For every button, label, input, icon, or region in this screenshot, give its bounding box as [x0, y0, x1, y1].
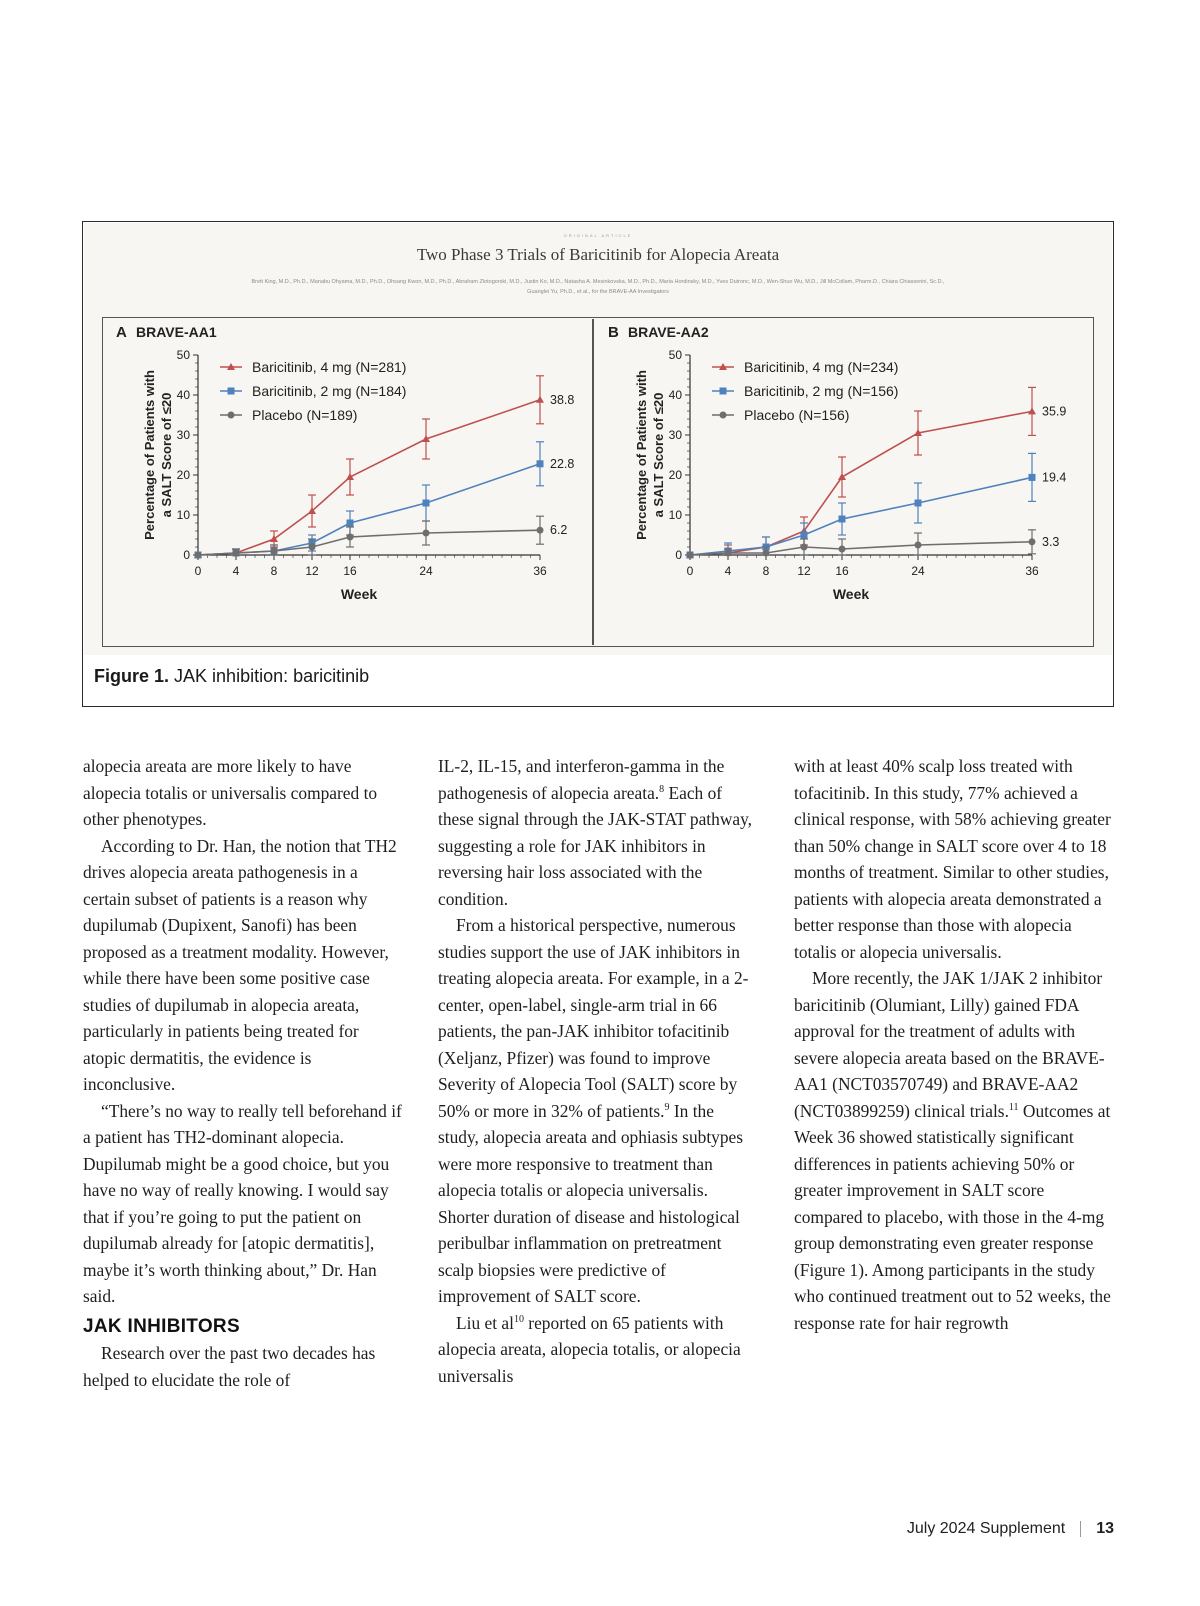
data-point — [763, 550, 770, 557]
y-tick-label: 40 — [176, 388, 190, 402]
body-paragraph: Research over the past two decades has helped to elucidate the role of — [83, 1343, 376, 1390]
y-tick-label: 30 — [176, 428, 190, 442]
legend-label: Baricitinib, 2 mg (N=184) — [252, 383, 407, 399]
data-label: 6.2 — [550, 523, 568, 538]
data-point — [537, 460, 544, 467]
series-line — [198, 530, 540, 555]
body-paragraph: Liu et $al^{10}$ reported on 65 patients with alopecia areata, alopecia totalis, or alopecia universalis — [438, 1312, 741, 1386]
legend-label: Placebo (N=156) — [744, 407, 850, 423]
y-axis-label — [142, 370, 174, 540]
chart-panel-b — [594, 317, 1094, 649]
figure-kicker: ORIGINAL ARTICLE — [563, 233, 633, 238]
series-line — [198, 464, 540, 555]
data-point — [687, 552, 694, 559]
data-point — [839, 516, 846, 523]
data-point — [271, 548, 278, 555]
reference-superscript: 8 — [659, 783, 665, 795]
data-label: 19.4 — [1042, 470, 1067, 485]
x-tick-label: 24 — [419, 564, 433, 578]
reference-superscript: 11 — [1008, 1101, 1019, 1113]
panel-letter: A — [116, 324, 127, 341]
data-point — [801, 544, 808, 551]
legend-marker — [720, 388, 727, 395]
chart-panel-a — [102, 317, 592, 649]
data-point — [838, 473, 846, 480]
data-label: 22.8 — [550, 456, 575, 471]
x-tick-label: 0 — [686, 564, 694, 578]
x-tick-label: 16 — [343, 564, 357, 578]
y-axis-label — [634, 370, 666, 540]
figure-caption-label: Figure 1. — [94, 666, 170, 686]
section-heading: JAK INHIBITORS — [83, 1315, 240, 1337]
y-tick-label: 40 — [668, 388, 682, 402]
data-point — [725, 550, 732, 557]
body-paragraph: From a historical perspective, numerous studies support the use of JAK inhibitors in treating alopecia areata. For example, in a 2-center, open-label, single-arm trial in 66 patients, the pan-JAK inhibitor tofacitinib (Xeljanz, Pfizer) was found to improve Severity of Alopecia Tool (SALT) score by 50% or more in 32% of patients.$^9$ In the study, alopecia areata and ophiasis subtypes were more responsive to treatment than alopecia totalis or alopecia universalis. Shorter duration of disease and histological peribulbar inflammation on pretreatment scalp biopsies were predictive of improvement of SALT score. — [438, 915, 749, 1306]
y-tick-label: 20 — [668, 468, 682, 482]
body-paragraph: alopecia areata are more likely to have alopecia totalis or universalis compared to other phenotypes. — [83, 756, 378, 829]
footer-separator — [1080, 1521, 1081, 1537]
y-axis-label-line: a SALT Score of ≤20 — [651, 392, 666, 518]
reference-superscript: 9 — [664, 1101, 670, 1113]
figure-article-title: Two Phase 3 Trials of Baricitinib for Alopecia Areata — [416, 245, 780, 264]
y-tick-label: 30 — [668, 428, 682, 442]
x-tick-label: 24 — [911, 564, 925, 578]
body-paragraph: with at least 40% scalp loss treated with tofacitinib. In this study, 77% achieved a clinical response, with 58% achieving greater than 50% change in SALT score over 4 to 18 months of treatment. Similar to other studies, patients with alopecia areata demonstrated a better response than those with alopecia totalis or alopecia universalis. — [794, 756, 1111, 962]
page-footer — [907, 1520, 1114, 1538]
y-axis-label-line: Percentage of Patients with — [634, 370, 649, 540]
series-line — [690, 542, 1032, 555]
x-tick-label: 36 — [533, 564, 547, 578]
x-tick-label: 4 — [232, 564, 240, 578]
y-axis-label-line: Percentage of Patients with — [142, 370, 157, 540]
legend-marker — [720, 412, 727, 419]
legend-label: Baricitinib, 4 mg (N=234) — [744, 359, 899, 375]
data-point — [536, 396, 544, 403]
body-paragraph: More recently, the JAK 1/JAK 2 inhibitor baricitinib (Olumiant, Lilly) gained FDA approval for the treatment of adults with severe alopecia areata based on the BRAVE-AA1 (NCT03570749) and BRAVE-AA2 (NCT03899259) clinical trials.$^{11}$ Outcomes at Week 36 showed statistically significant differences in patients achieving 50% or greater improvement in SALT score compared to placebo, with those in the 4-mg group demonstrating even greater response (Figure 1). Among participants in the study who continued treatment out to 52 weeks, the response rate for hair regrowth — [794, 968, 1111, 1333]
x-tick-label: 36 — [1025, 564, 1039, 578]
panel-letter: B — [608, 324, 619, 341]
data-point — [1028, 407, 1036, 414]
data-point — [1029, 474, 1036, 481]
data-point — [423, 500, 430, 507]
data-point — [1029, 538, 1036, 545]
data-point — [801, 532, 808, 539]
data-label: 3.3 — [1042, 534, 1060, 549]
data-point — [347, 534, 354, 541]
data-point — [537, 527, 544, 534]
data-point — [309, 544, 316, 551]
data-point — [233, 550, 240, 557]
x-tick-label: 12 — [305, 564, 319, 578]
y-tick-label: 0 — [675, 548, 682, 562]
data-point — [195, 552, 202, 559]
legend-label: Baricitinib, 4 mg (N=281) — [252, 359, 407, 375]
series-line — [690, 411, 1032, 555]
x-tick-label: 0 — [194, 564, 202, 578]
figure-caption-text: JAK inhibition: baricitinib — [174, 666, 370, 686]
legend-marker — [228, 388, 235, 395]
reference-superscript: 10 — [513, 1313, 524, 1325]
data-label: 35.9 — [1042, 404, 1067, 419]
x-tick-label: 12 — [797, 564, 811, 578]
legend-label: Baricitinib, 2 mg (N=156) — [744, 383, 899, 399]
page-number: 13 — [1096, 1520, 1114, 1537]
figure-image — [84, 223, 1112, 655]
legend-marker — [228, 412, 235, 419]
panel-title: BRAVE-AA2 — [628, 324, 709, 340]
data-point — [346, 473, 354, 480]
y-tick-label: 50 — [176, 348, 190, 362]
y-tick-label: 50 — [668, 348, 682, 362]
y-tick-label: 10 — [668, 508, 682, 522]
legend-label: Placebo (N=189) — [252, 407, 358, 423]
x-tick-label: 16 — [835, 564, 849, 578]
body-paragraph: “There’s no way to really tell beforehand if a patient has TH2-dominant alopecia. Dupilumab might be a good choice, but you have no way of really knowing. I would say that if you’re going to put the patient on dupilumab already for [atopic dermatitis], maybe it’s worth thinking about,” Dr. Han said. — [83, 1100, 402, 1306]
data-point — [915, 542, 922, 549]
data-point — [347, 520, 354, 527]
y-tick-label: 0 — [183, 548, 190, 562]
data-point — [839, 546, 846, 553]
footer-publication: July 2024 Supplement — [906, 1520, 1066, 1537]
y-tick-label: 10 — [176, 508, 190, 522]
y-axis-label-line: a SALT Score of ≤20 — [159, 392, 174, 518]
x-axis-label: Week — [340, 586, 378, 602]
body-paragraph: According to Dr. Han, the notion that TH2 drives alopecia areata pathogenesis in a certain subset of patients is a reason why dupilumab (Dupixent, Sanofi) has been proposed as a treatment modality. However, while there have been some positive case studies of dupilumab in alopecia areata, particularly in patients being treated for atopic dermatitis, the evidence is inconclusive. — [83, 835, 397, 1094]
body-paragraph: IL-2, IL-15, and interferon-gamma in the pathogenesis of alopecia areata.$^8$ Each of these signal through the JAK-STAT pathway, suggesting a role for JAK inhibitors in reversing hair loss associated with the condition. — [438, 756, 753, 909]
body-column-3 — [794, 753, 1114, 1336]
figure-caption — [94, 666, 369, 687]
x-axis-label: Week — [832, 586, 870, 602]
y-tick-label: 20 — [176, 468, 190, 482]
x-tick-label: 4 — [724, 564, 732, 578]
body-column-2 — [438, 753, 758, 1389]
figure-1 — [82, 221, 1114, 707]
x-tick-label: 8 — [762, 564, 770, 578]
data-label: 38.8 — [550, 392, 575, 407]
data-point — [915, 500, 922, 507]
x-tick-label: 8 — [270, 564, 278, 578]
body-column-1 — [83, 753, 403, 1393]
figure-authors: Brett King, M.D., Ph.D., Manabu Ohyama, M.D., Ph.D., Ohsang Kwon, M.D., Ph.D., Abraham Zlotogorski, M.D., Justin Ko, M.D., Natasha A. Mesinkovska, M.D., Ph.D., Maria Hordinsky, M.D., Yves Dutronc, M.D., Wen-Shuo Wu, M.D., Jill McCollam, Pharm.D., Chiara Chiasserini, Sc.D., Guanglei Yu, Ph.D., et al., for the BRAVE-AA Investigators — [251, 279, 945, 295]
panel-title: BRAVE-AA1 — [136, 324, 217, 340]
data-point — [423, 530, 430, 537]
